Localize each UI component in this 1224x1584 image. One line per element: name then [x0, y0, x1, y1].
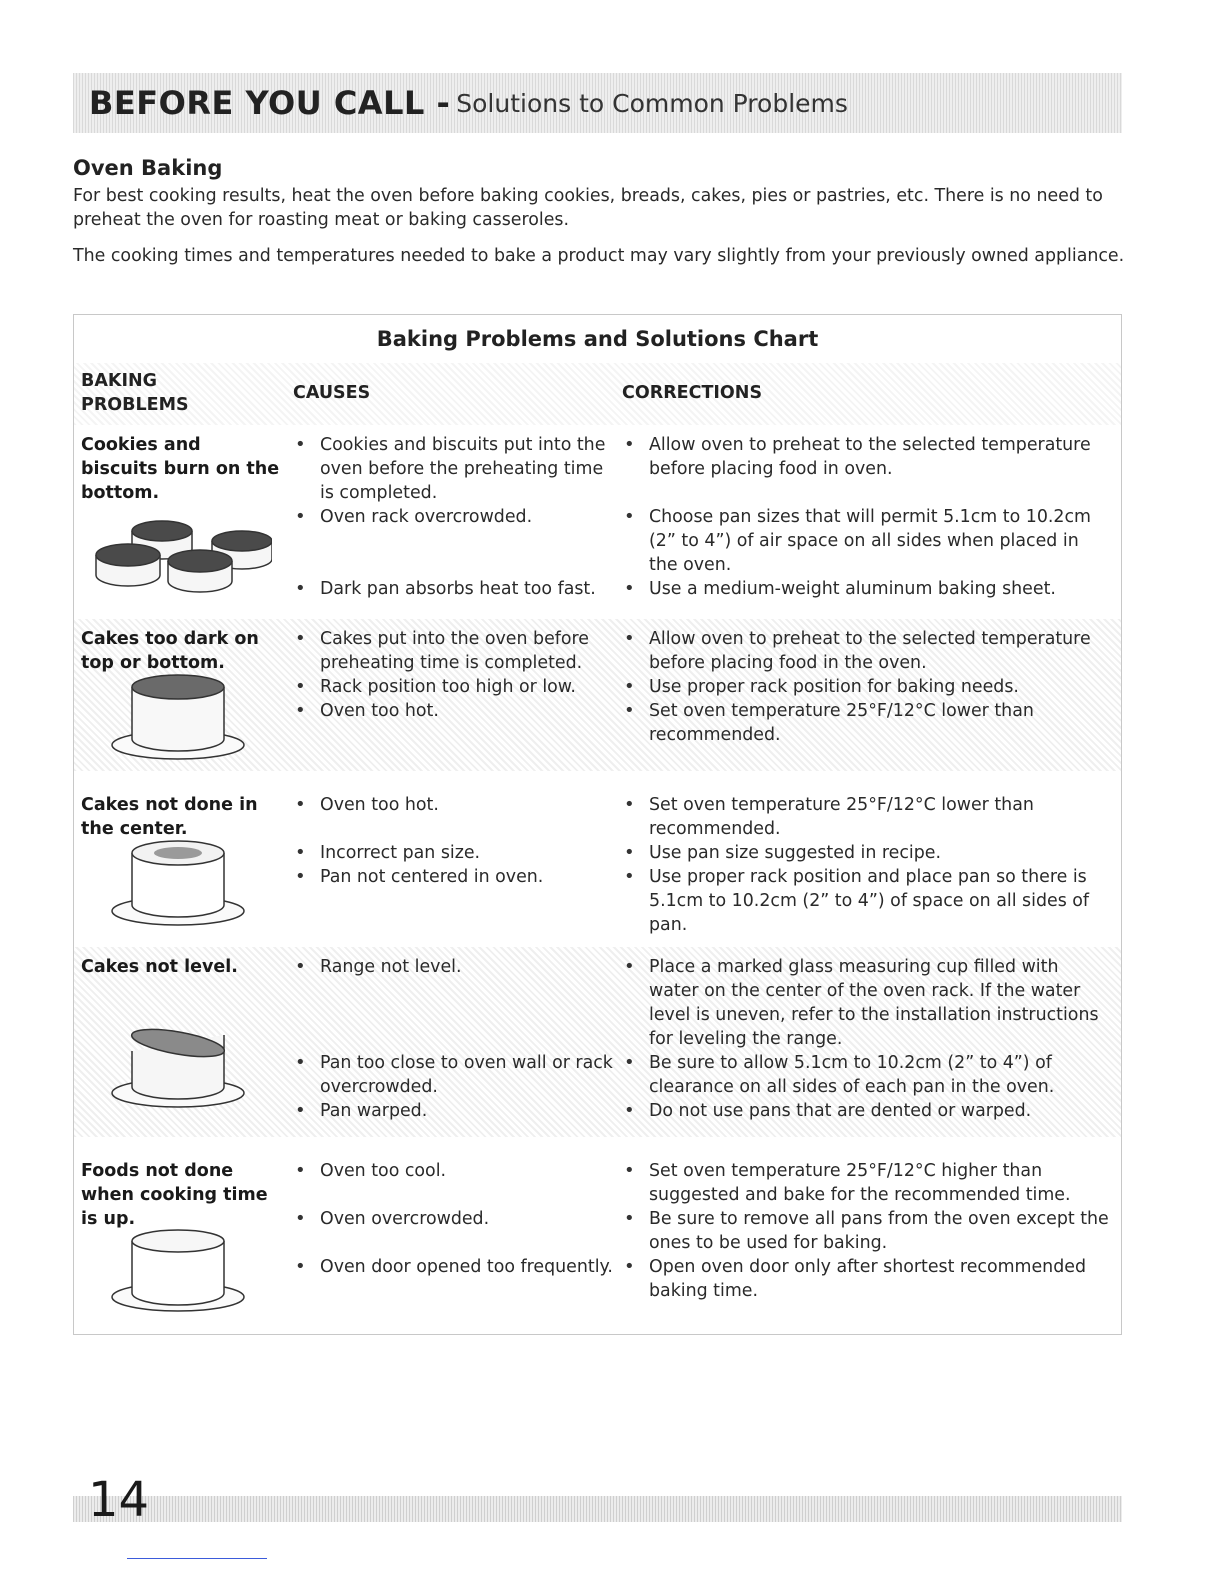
chart-title: Baking Problems and Solutions Chart: [376, 327, 819, 351]
footer-rule: [127, 1558, 267, 1559]
cookies-illustration: [92, 503, 272, 603]
causes-list: [293, 793, 613, 889]
correction-item: • Use pan size suggested in recipe.: [622, 841, 1112, 865]
correction-item: • Set oven temperature 25°F/12°C higher than suggested and bake for the recommended time.: [622, 1159, 1112, 1207]
causes-list: [293, 955, 613, 1123]
corrections-list: [622, 955, 1112, 1123]
corrections-list: [622, 793, 1112, 937]
cause-item: • Oven too hot.: [293, 793, 613, 817]
correction-item: • Do not use pans that are dented or warped.: [622, 1099, 1112, 1123]
problem-label: Cakes not done in the center.: [81, 795, 258, 839]
corrections-list: [622, 433, 1112, 601]
header-corrections: CORRECTIONS: [622, 383, 763, 403]
table-row: [74, 785, 1121, 935]
cause-item: • Oven rack overcrowded.: [293, 505, 613, 529]
causes-list: [293, 1159, 613, 1279]
cause-item: • Range not level.: [293, 955, 613, 979]
cause-item: • Oven too hot.: [293, 699, 613, 723]
cause-item: • Dark pan absorbs heat too fast.: [293, 577, 613, 601]
cause-item: • Incorrect pan size.: [293, 841, 613, 865]
page-number: 14: [88, 1472, 150, 1528]
cause-item: • Pan not centered in oven.: [293, 865, 613, 889]
correction-item: • Be sure to remove all pans from the oven except the ones to be used for baking.: [622, 1207, 1112, 1255]
intro-paragraph-2: The cooking times and temperatures needed to bake a product may vary slightly from your previously owned appliance.: [73, 246, 1125, 266]
corrections-list: [622, 1159, 1112, 1303]
cause-item: • Cookies and biscuits put into the oven before the preheating time is completed.: [293, 433, 613, 505]
table-row: [74, 1151, 1121, 1331]
problem-label: Cakes too dark on top or bottom.: [81, 629, 259, 673]
correction-item: • Set oven temperature 25°F/12°C lower than recommended.: [622, 793, 1112, 841]
cause-item: • Oven too cool.: [293, 1159, 613, 1183]
baking-problems-chart: [73, 314, 1122, 1335]
problem-label: Foods not done when cooking time is up.: [81, 1161, 268, 1229]
table-row: [74, 947, 1121, 1137]
problem-label: Cakes not level.: [81, 957, 238, 977]
cause-item: • Rack position too high or low.: [293, 675, 613, 699]
cause-item: • Pan too close to oven wall or rack overcrowded.: [293, 1051, 613, 1099]
correction-item: • Set oven temperature 25°F/12°C lower than recommended.: [622, 699, 1112, 747]
cause-item: • Pan warped.: [293, 1099, 613, 1123]
problem-label: Cookies and biscuits burn on the bottom.: [81, 435, 280, 503]
correction-item: • Place a marked glass measuring cup filled with water on the center of the oven rack. If the water level is uneven, refer to the installation instructions for leveling the range.: [622, 955, 1112, 1051]
cake-uneven-illustration: [108, 1023, 248, 1113]
correction-item: • Use a medium-weight aluminum baking sheet.: [622, 577, 1112, 601]
footer-bar: [73, 1496, 1122, 1522]
header-causes: CAUSES: [293, 383, 371, 403]
page-banner: [73, 73, 1122, 133]
correction-item: • Use proper rack position and place pan so there is 5.1cm to 10.2cm (2” to 4”) of space on all sides of pan.: [622, 865, 1112, 937]
table-row: [74, 425, 1121, 611]
banner-subtitle: Solutions to Common Problems: [456, 88, 848, 118]
cause-item: • Oven door opened too frequently.: [293, 1255, 613, 1279]
cake-dark-illustration: [108, 671, 248, 767]
correction-item: • Be sure to allow 5.1cm to 10.2cm (2” to 4”) of clearance on all sides of each pan in the oven.: [622, 1051, 1112, 1099]
correction-item: • Allow oven to preheat to the selected temperature before placing food in oven.: [622, 433, 1112, 481]
cause-item: • Oven overcrowded.: [293, 1207, 613, 1231]
header-problems: BAKING PROBLEMS: [81, 371, 189, 415]
correction-item: • Allow oven to preheat to the selected temperature before placing food in the oven.: [622, 627, 1112, 675]
correction-item: • Choose pan sizes that will permit 5.1cm to 10.2cm (2” to 4”) of air space on all sides when placed in the oven.: [622, 505, 1112, 577]
cause-item: • Cakes put into the oven before preheating time is completed.: [293, 627, 613, 675]
table-row: [74, 619, 1121, 771]
intro-paragraph-1: For best cooking results, heat the oven before baking cookies, breads, cakes, pies or pastries, etc. There is no need to preheat the oven for roasting meat or baking casseroles.: [73, 186, 1103, 230]
corrections-list: [622, 627, 1112, 747]
section-title: Oven Baking: [73, 156, 223, 180]
banner-title: BEFORE YOU CALL -: [89, 84, 451, 122]
causes-list: [293, 433, 613, 601]
cake-underdone-illustration: [108, 837, 248, 933]
correction-item: • Use proper rack position for baking needs.: [622, 675, 1112, 699]
correction-item: • Open oven door only after shortest recommended baking time.: [622, 1255, 1112, 1303]
cake-not-done-illustration: [108, 1227, 248, 1317]
causes-list: [293, 627, 613, 723]
